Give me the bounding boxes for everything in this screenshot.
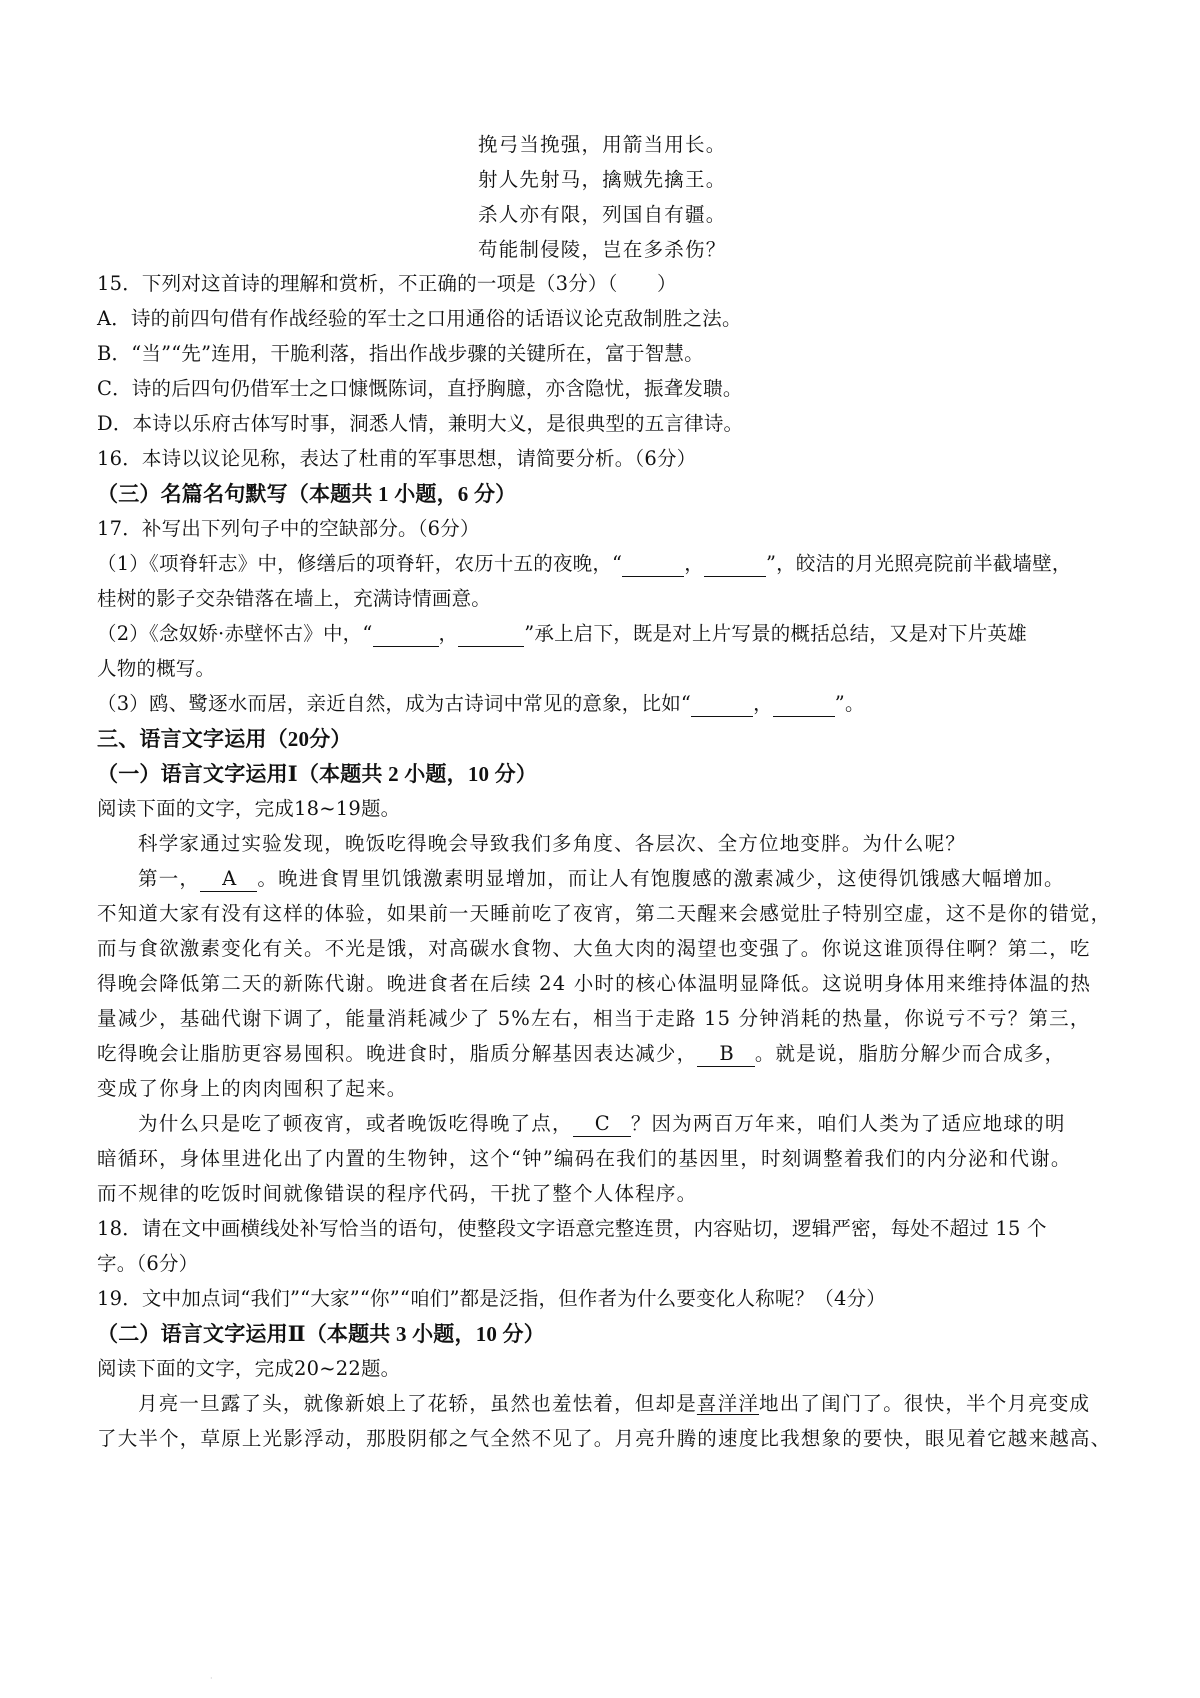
text: （1）《项脊轩志》中，修缮后的项脊轩，农历十五的夜晚，“ <box>97 552 623 575</box>
passage-1-line: 科学家通过实验发现，晚饭吃得晚会导致我们多角度、各层次、全方位地变胖。为什么呢？ <box>138 832 967 855</box>
text: 第一， <box>138 867 201 890</box>
passage-1-line: 得晚会降低第二天的新陈代谢。晚进食者在后续 24 小时的核心体温明显降低。这说明身体用来维持体温的热 <box>97 972 1092 995</box>
question-15-option-d: D．本诗以乐府古体写时事，洞悉人情，兼明大义，是很典型的五言律诗。 <box>97 412 744 435</box>
passage-1-line <box>138 1108 1148 1140</box>
text: （2）《念奴娇·赤壁怀古》中，“ <box>97 622 373 645</box>
passage-1-line: 量减少，基础代谢下调了，能量消耗减少了 5%左右，相当于走路 15 分钟消耗的热量，你说亏不亏？第三， <box>97 1007 1091 1030</box>
fill-blank <box>773 692 835 717</box>
fill-blank <box>691 692 753 717</box>
scan-dot: · <box>210 1674 213 1683</box>
question-17-part-2-cont: 人物的概写。 <box>97 657 216 680</box>
text: ”承上启下，既是对上片写景的概括总结，又是对下片英雄 <box>524 622 1027 645</box>
passage-1-line: 变成了你身上的肉肉囤积了起来。 <box>97 1077 408 1100</box>
reading-instruction-1: 阅读下面的文字，完成18~19题。 <box>97 797 401 820</box>
section-heading-language-2: （二）语言文字运用Ⅱ（本题共 3 小题，10 分） <box>97 1322 545 1346</box>
question-18: 18．请在文中画横线处补写恰当的语句，使整段文字语意完整连贯，内容贴切，逻辑严密，每处不超过 15 个 <box>97 1217 1047 1240</box>
text: ， <box>438 622 459 645</box>
fill-blank <box>622 552 684 577</box>
text: 为什么只是吃了顿夜宵，或者晚饭吃得晚了点， <box>138 1112 573 1135</box>
answer-blank-c: C <box>573 1112 631 1137</box>
question-18-cont: 字。（6分） <box>97 1252 199 1275</box>
question-15-stem: 15．下列对这首诗的理解和赏析，不正确的一项是（3分）（ ） <box>97 272 677 295</box>
fill-blank <box>458 622 524 647</box>
question-17-stem: 17．补写出下列句子中的空缺部分。（6分） <box>97 517 480 540</box>
text: 吃得晚会让脂肪更容易囤积。晚进食时，脂质分解基因表达减少， <box>97 1042 698 1065</box>
poem-line: 射人先射马，擒贼先擒王。 <box>478 168 727 191</box>
text: 地出了闺门了。很快，半个月亮变成 <box>759 1392 1091 1415</box>
passage-1-line: 而不规律的吃饭时间就像错误的程序代码，干扰了整个人体程序。 <box>97 1182 698 1205</box>
poem-line: 苟能制侵陵，岂在多杀伤？ <box>478 238 727 261</box>
text: ？因为两百万年来，咱们人类为了适应地球的明 <box>630 1112 1066 1135</box>
fill-blank <box>373 622 439 647</box>
text: ”。 <box>834 692 865 715</box>
text: ， <box>684 552 704 575</box>
section-heading-language: 三、语言文字运用（20分） <box>97 727 352 751</box>
poem-line: 杀人亦有限，列国自有疆。 <box>478 203 727 226</box>
section-heading-language-1: （一）语言文字运用Ⅰ（本题共 2 小题，10 分） <box>97 762 538 786</box>
reading-instruction-2: 阅读下面的文字，完成20~22题。 <box>97 1357 401 1380</box>
question-16: 16．本诗以议论见称，表达了杜甫的军事思想，请简要分析。（6分） <box>97 447 697 470</box>
text: 。晚进食胃里饥饿激素明显增加，而让人有饱腹感的激素减少，这使得饥饿感大幅增加。 <box>257 867 1065 890</box>
question-17-part-1 <box>97 548 1107 580</box>
passage-1-line <box>97 1038 1107 1070</box>
answer-blank-b: B <box>697 1042 755 1067</box>
text: ”，皎洁的月光照亮院前半截墙壁， <box>765 552 1072 575</box>
question-15-option-c: C．诗的后四句仍借军士之口慷慨陈词，直抒胸臆，亦含隐忧，振聋发聩。 <box>97 377 743 400</box>
passage-1-line: 而与食欲激素变化有关。不光是饿，对高碳水食物、大鱼大肉的渴望也变强了。你说这谁顶得住啊？第二，吃 <box>97 937 1091 960</box>
passage-1-line: 不知道大家有没有这样的体验，如果前一天睡前吃了夜宵，第二天醒来会感觉肚子特别空虚，这不是你的错觉， <box>97 902 1112 925</box>
question-17-part-3 <box>97 688 1107 720</box>
passage-2-line <box>138 1388 1148 1420</box>
fill-blank <box>704 552 766 577</box>
question-17-part-2 <box>97 618 1107 650</box>
text: 月亮一旦露了头，就像新娘上了花轿，虽然也羞怯着，但却是 <box>138 1392 697 1415</box>
passage-1-line: 暗循环，身体里进化出了内置的生物钟，这个“钟”编码在我们的基因里，时刻调整着我们的内分泌和代谢。 <box>97 1147 1072 1170</box>
passage-2-line: 了大半个，草原上光影浮动，那股阴郁之气全然不见了。月亮升腾的速度比我想象的要快，眼见着它越来越高、 <box>97 1427 1112 1450</box>
question-19: 19．文中加点词“我们”“大家”“你”“咱们”都是泛指，但作者为什么要变化人称呢？（4分） <box>97 1287 886 1310</box>
underlined-word: 喜洋洋 <box>696 1392 760 1415</box>
text: 。就是说，脂肪分解少而合成多， <box>754 1042 1066 1065</box>
question-15-option-b: B．“当”“先”连用，干脆利落，指出作战步骤的关键所在，富于智慧。 <box>97 342 704 365</box>
passage-1-line <box>138 863 1148 895</box>
question-17-part-1-cont: 桂树的影子交杂错落在墙上，充满诗情画意。 <box>97 587 492 610</box>
text: ， <box>753 692 773 715</box>
answer-blank-a: A <box>200 867 257 892</box>
question-15-option-a: A．诗的前四句借有作战经验的军士之口用通俗的话语议论克敌制胜之法。 <box>97 307 742 330</box>
text: （3）鸥、鹭逐水而居，亲近自然，成为古诗词中常见的意象，比如“ <box>97 692 692 715</box>
poem-line: 挽弓当挽强，用箭当用长。 <box>478 133 727 156</box>
section-heading-recitation: （三）名篇名句默写（本题共 1 小题，6 分） <box>97 482 517 506</box>
